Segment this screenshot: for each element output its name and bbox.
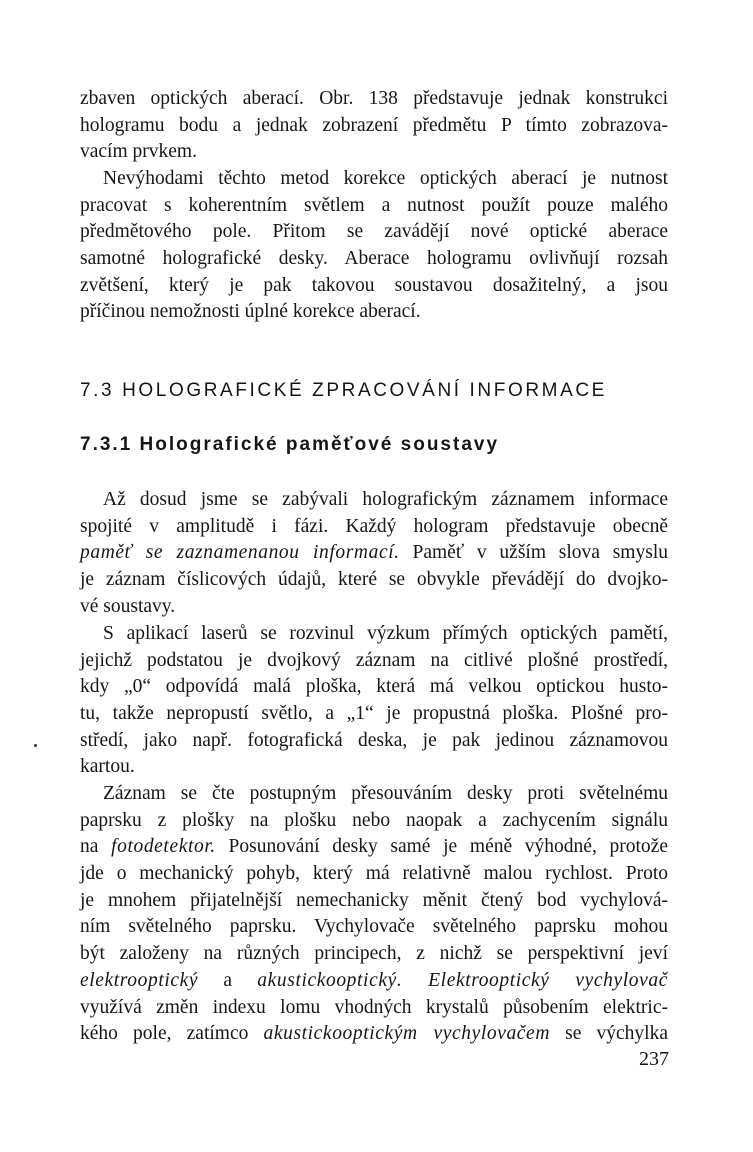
text-line: paprsku z plošky na plošku nebo naopak a zachycením signálu [80,809,668,831]
paragraph-1 [80,86,668,166]
italic-term: akustickooptický. Elektrooptický vychylovač [257,969,668,991]
text-line [80,540,668,567]
text-line: hologramu bodu a jednak zobrazení předmětu P tímto zobrazova- [80,114,668,136]
margin-mark [34,744,37,747]
text-line: spojité v amplitudě i fázi. Každý hologram představuje obecně [80,515,668,537]
text-line: Až dosud jsme se zabývali holografickým záznamem informace [103,489,668,510]
section-heading: 7.3 HOLOGRAFICKÉ ZPRACOVÁNÍ INFORMACE [80,380,607,401]
paragraph-5 [80,781,668,1048]
paragraph-4 [80,621,668,781]
text-line: ním světelného paprsku. Vychylovače světelného paprsku mohou [80,916,668,938]
paragraph-3 [80,487,668,620]
text-line: jejichž podstatou je dvojkový záznam na citlivé plošné prostředí, [80,649,668,671]
text-line: kartou. [80,756,135,778]
italic-term: fotodetektor. [111,836,216,858]
text-line: kdy „0“ odpovídá malá ploška, která má velkou optickou husto- [80,676,668,698]
text-line: tu, takže nepropustí světlo, a „1“ je propustná ploška. Plošné pro- [80,703,668,725]
italic-term: elektrooptický [80,969,199,991]
paragraph-2 [80,166,668,326]
text-line: využívá změn indexu lomu vhodných krystalů působením elektric- [80,996,668,1018]
text-line: Záznam se čte postupným přesouváním desky proti světelnému [103,783,668,804]
text-line: vacím prvkem. [80,141,197,163]
text-run: se výchylka [550,1023,668,1045]
text-line [80,1021,668,1048]
subsection-heading: 7.3.1 Holografické paměťové soustavy [80,434,500,455]
text-line: samotné holografické desky. Aberace hologramu ovlivňují rozsah [80,248,668,270]
text-line [80,968,668,995]
text-run: kého pole, zatímco [80,1023,264,1045]
text-line: předmětového pole. Přitom se zavádějí nové optické aberace [80,221,668,243]
text-line: zbaven optických aberací. Obr. 138 představuje jednak konstrukci [80,88,668,109]
text-line: vé soustavy. [80,595,176,617]
text-line: Nevýhodami těchto metod korekce optických aberací je nutnost [103,168,668,189]
text-line: jde o mechanický pohyb, který má relativně malou rychlost. Proto [80,863,668,885]
text-run: Paměť v užším slova smyslu [399,542,668,564]
text-line: pracovat s koherentním světlem a nutnost použít pouze malého [80,194,668,216]
text-line [80,834,668,861]
text-line: zvětšení, který je pak takovou soustavou dosažitelný, a jsou [80,274,668,296]
italic-term: paměť se zaznamenanou informací. [80,542,400,564]
italic-term: akustickooptickým vychylovačem [263,1023,550,1045]
text-line: S aplikací laserů se rozvinul výzkum přímých optických pamětí, [103,623,668,644]
text-line: je mnohem přijatelnější nemechanicky měnit čtený bod vychylová- [80,889,668,911]
text-line: je záznam číslicových údajů, které se obvykle převádějí do dvojko- [80,569,668,591]
text-line: příčinou nemožnosti úplné korekce aberací. [80,301,421,323]
page-number: 237 [639,1048,669,1070]
text-run: a [198,969,258,991]
text-run: na [80,836,112,858]
text-line: středí, jako např. fotografická deska, je pak jedinou záznamovou [80,729,668,751]
text-line: být založeny na různých principech, z nichž se perspektivní jeví [80,943,668,965]
text-run: Posunování desky samé je méně výhodné, protože [215,836,668,858]
